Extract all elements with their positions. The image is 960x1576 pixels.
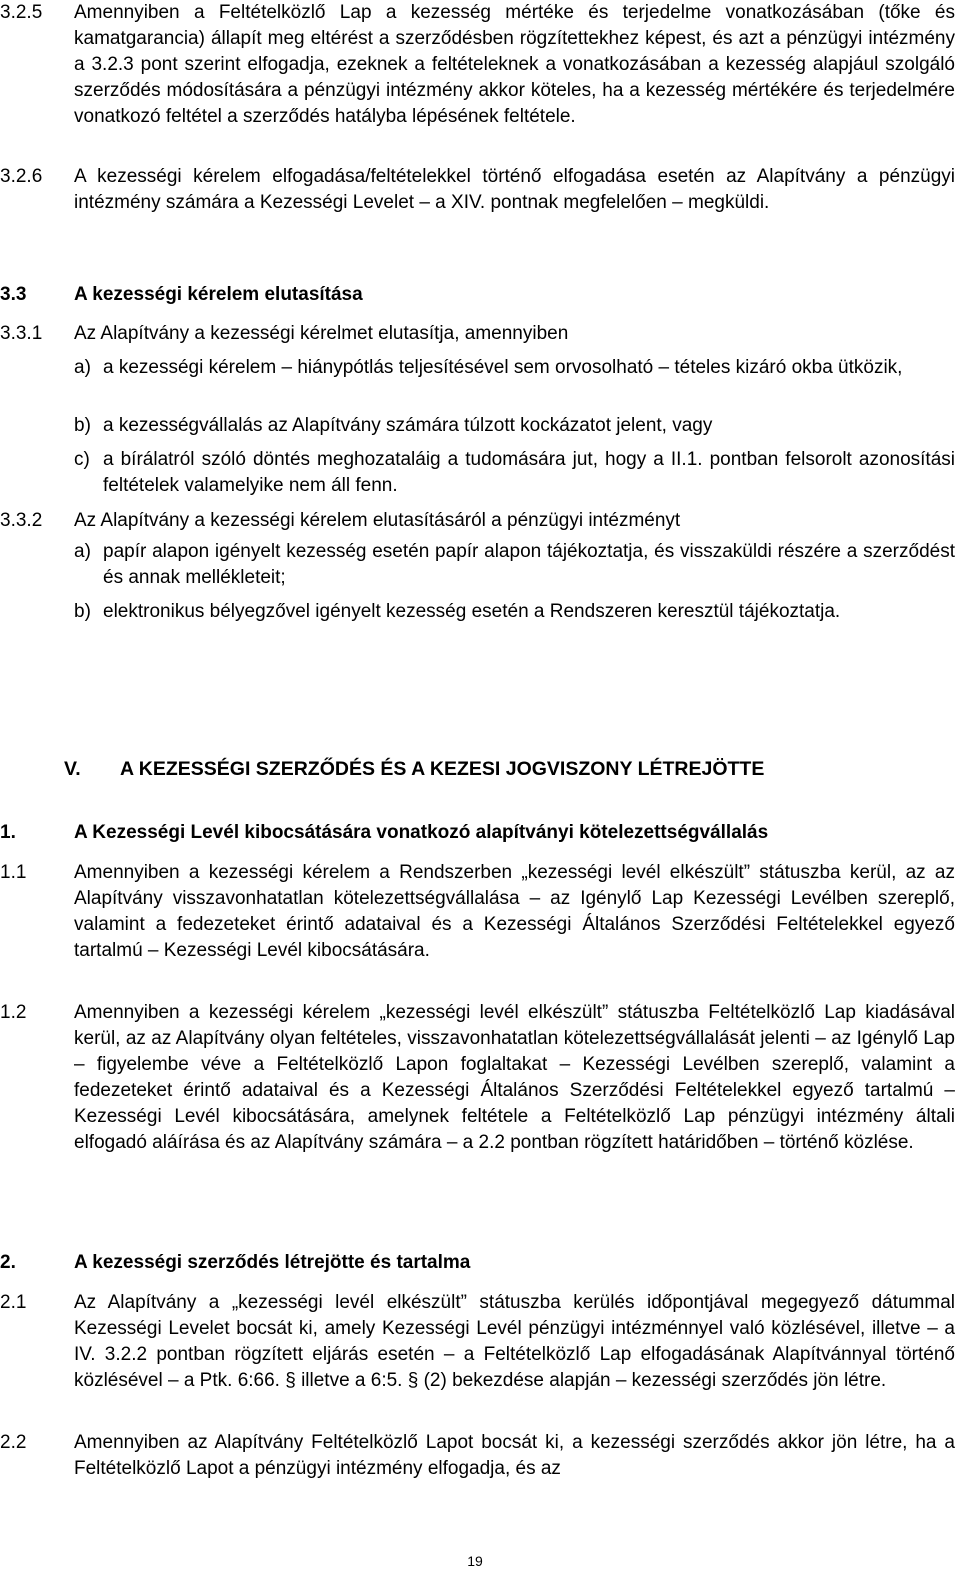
- paragraph-text: A kezességi kérelem elfogadása/feltételekkel történő elfogadása esetén az Alapítvány a pénzügyi intézmény számára a Kezességi Levelet – a XIV. pontnak megfelelően – megküldi.: [74, 166, 955, 213]
- paragraph-number: 3.3.2: [0, 510, 43, 531]
- paragraph-number: 2.1: [0, 1292, 27, 1313]
- paragraph-number: 2.2: [0, 1432, 27, 1453]
- paragraph-text: Az Alapítvány a kezességi kérelem elutasításáról a pénzügyi intézményt: [74, 510, 681, 531]
- page-number: 19: [467, 1553, 483, 1569]
- paragraph-text: Amennyiben az Alapítvány Feltételközlő Lapot bocsát ki, a kezességi szerződés akkor jön létre, ha a Feltételközlő Lapot a pénzügyi intézmény elfogadja, és az: [74, 1432, 955, 1479]
- chapter-number: V.: [64, 758, 81, 780]
- heading-number: 2.: [0, 1252, 16, 1273]
- heading-number: 1.: [0, 822, 16, 843]
- paragraph-number: 3.2.5: [0, 2, 43, 23]
- paragraph-number: 1.1: [0, 862, 27, 883]
- chapter-title: A KEZESSÉGI SZERZŐDÉS ÉS A KEZESI JOGVISZONY LÉTREJÖTTE: [120, 758, 765, 780]
- heading-title: A Kezességi Levél kibocsátására vonatkozó alapítványi kötelezettségvállalás: [74, 822, 769, 843]
- list-item-text: a bírálatról szóló döntés meghozataláig a tudomására jut, hogy a II.1. pontban felsorolt azonosítási feltételek valamelyike nem áll fenn.: [103, 449, 955, 496]
- heading-title: A kezességi szerződés létrejötte és tartalma: [74, 1252, 471, 1273]
- list-item-label: a): [74, 357, 91, 378]
- paragraph-number: 3.3.1: [0, 323, 43, 344]
- list-item-label: b): [74, 601, 91, 622]
- paragraph-text: Amennyiben a Feltételközlő Lap a kezesség mértéke és terjedelme vonatkozásában (tőke és kamatgarancia) állapít meg eltérést a szerződésben rögzítettekhez képest, és azt a pénzügyi intézmény a 3.2.3 pont szerint elfogadja, ezeknek a feltételeknek a vonatkozásában a kezesség alapjául szolgáló szerződés módosítására a pénzügyi intézmény akkor köteles, ha a kezesség mértékére és terjedelmére vonatkozó feltétel a szerződés hatályba lépésének feltétele.: [74, 2, 955, 127]
- list-item-label: c): [74, 449, 90, 470]
- paragraph-text: Amennyiben a kezességi kérelem „kezességi levél elkészült” státuszba Feltételközlő Lap kiadásával kerül, az az Alapítvány olyan feltételes, visszavonhatatlan kötelezettségvállalását jelenti – az Igénylő Lap – figyelembe véve a Feltételközlő Lapon foglaltakat – Kezességi Levélben szereplő, valamint a fedezeteket érintő adataival és a Kezességi Általános Szerződési Feltételekkel egyező tartalmú – Kezességi Levél kibocsátására, amelynek feltétele a Feltételközlő Lap pénzügyi intézmény általi elfogadó aláírása és az Alapítvány számára – a 2.2 pontban rögzített határidőben – történő közlése.: [74, 1002, 955, 1153]
- paragraph-number: 1.2: [0, 1002, 27, 1023]
- list-item-text: papír alapon igényelt kezesség esetén papír alapon tájékoztatja, és visszaküldi részére a szerződést és annak mellékleteit;: [103, 541, 955, 588]
- list-item-text: a kezességvállalás az Alapítvány számára túlzott kockázatot jelent, vagy: [103, 415, 713, 436]
- paragraph-number: 3.2.6: [0, 166, 43, 187]
- paragraph-text: Amennyiben a kezességi kérelem a Rendszerben „kezességi levél elkészült” státuszba kerül, az az Alapítvány visszavonhatatlan kötelezettségvállalása – az Igénylő Lap Kezességi Levélben szereplő, valamint a fedezeteket érintő adataival és a Kezességi Általános Szerződési Feltételekkel egyező tartalmú – Kezességi Levél kibocsátására.: [74, 862, 955, 961]
- list-item-text: a kezességi kérelem – hiánypótlás teljesítésével sem orvosolható – tételes kizáró okba ütközik,: [103, 357, 903, 378]
- list-item-label: b): [74, 415, 91, 436]
- list-item-label: a): [74, 541, 91, 562]
- list-item-text: elektronikus bélyegzővel igényelt kezesség esetén a Rendszeren keresztül tájékoztatja.: [103, 601, 841, 622]
- paragraph-text: Az Alapítvány a „kezességi levél elkészült” státuszba kerülés időpontjával megegyező dátummal Kezességi Levelet bocsát ki, amely Kezességi Levél pénzügyi intézménnyel való közlésével, illetve – a IV. 3.2.2 pontban rögzített eljárás esetén – a Feltételközlő Lap elfogadásának Alapítvánnyal történő közlésével – a Ptk. 6:66. § illetve a 6:5. § (2) bekezdése alapján – kezességi szerződés jön létre.: [74, 1292, 955, 1391]
- heading-title: A kezességi kérelem elutasítása: [74, 284, 363, 305]
- heading-number: 3.3: [0, 284, 27, 305]
- paragraph-text: Az Alapítvány a kezességi kérelmet elutasítja, amennyiben: [74, 323, 569, 344]
